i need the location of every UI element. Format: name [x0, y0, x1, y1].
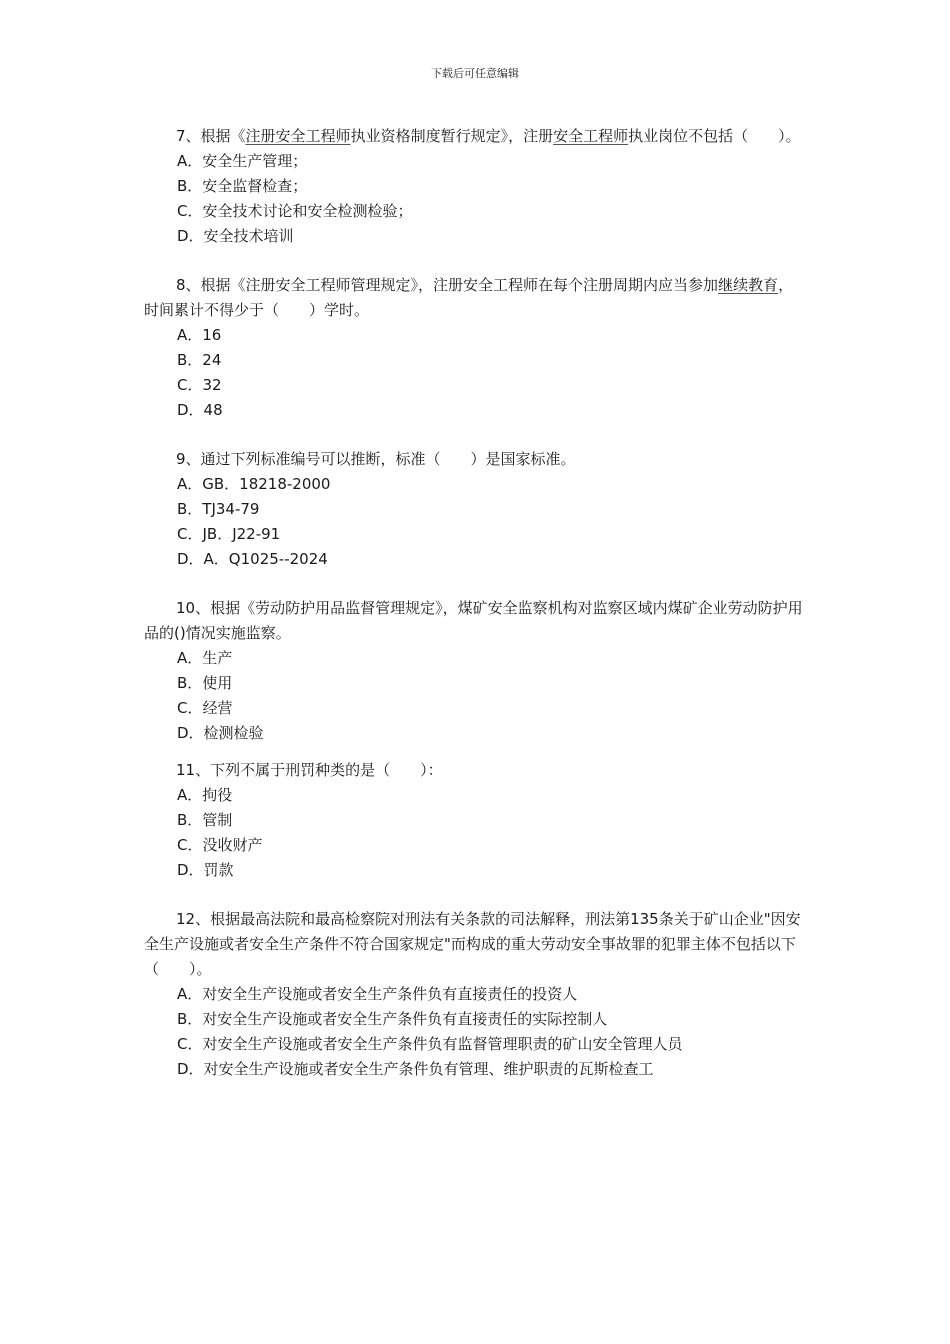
question-block [144, 273, 804, 423]
question-text-segment: 9、通过下列标准编号可以推断，标准（ ）是国家标准。 [176, 450, 576, 468]
question-text-segment: 执业岗位不包括（ ）。 [628, 127, 801, 145]
option-list [144, 149, 804, 249]
answer-option: B．安全监督检查； [177, 177, 308, 195]
question-block [144, 447, 804, 572]
underlined-term: 继续教育 [718, 276, 779, 294]
answer-option: D．检测检验 [177, 724, 264, 742]
answer-option: B．对安全生产设施或者安全生产条件负有直接责任的实际控制人 [177, 1010, 608, 1028]
answer-option: C．经营 [177, 699, 233, 717]
question-text [144, 907, 804, 982]
question-block [144, 124, 804, 249]
answer-option: A．拘役 [177, 786, 233, 804]
option-list [144, 323, 804, 423]
answer-option: A．安全生产管理； [177, 152, 308, 170]
question-block [144, 758, 804, 883]
question-text [144, 758, 804, 783]
question-text [144, 596, 804, 646]
page-header: 下载后可任意编辑 [431, 67, 519, 80]
option-list [144, 783, 804, 883]
answer-option: A．对安全生产设施或者安全生产条件负有直接责任的投资人 [177, 985, 578, 1003]
answer-option: B．使用 [177, 674, 233, 692]
answer-option: A．GB．18218-2000 [177, 475, 331, 493]
answer-option: D．罚款 [177, 861, 234, 879]
question-text [144, 124, 804, 149]
option-list [144, 982, 804, 1082]
question-text [144, 273, 804, 323]
question-list [144, 124, 804, 1082]
question-text-segment: 12、根据最高法院和最高检察院对刑法有关条款的司法解释，刑法第135条关于矿山企业"因安全生产设施或者安全生产条件不符合国家规定"而构成的重大劳动安全事故罪的犯罪主体不包括以下（ ）。 [144, 910, 801, 978]
answer-option: D．安全技术培训 [177, 227, 294, 245]
spacer [144, 572, 804, 596]
question-text-segment: 10、根据《劳动防护用品监督管理规定》，煤矿安全监察机构对监察区域内煤矿企业劳动防护用品的()情况实施监察。 [144, 599, 803, 642]
underlined-term: 注册安全工程师 [245, 127, 351, 145]
answer-option: B．TJ34-79 [177, 500, 260, 518]
answer-option: B．24 [177, 351, 222, 369]
question-block [144, 907, 804, 1082]
answer-option: C．没收财产 [177, 836, 263, 854]
answer-option: D．A．Q1025--2024 [177, 550, 328, 568]
question-text-segment: 11、下列不属于刑罚种类的是（ ）： [176, 761, 443, 779]
spacer [144, 746, 804, 758]
answer-option: D．对安全生产设施或者安全生产条件负有管理、维护职责的瓦斯检查工 [177, 1060, 654, 1078]
spacer [144, 883, 804, 907]
answer-option: A．16 [177, 326, 222, 344]
answer-option: B．管制 [177, 811, 233, 829]
answer-option: C．JB．J22-91 [177, 525, 281, 543]
question-text-segment: 8、根据《注册安全工程师管理规定》，注册安全工程师在每个注册周期内应当参加 [176, 276, 719, 294]
option-list [144, 646, 804, 746]
question-text-segment: ，时间累计不得少于（ ）学时。 [144, 276, 794, 319]
answer-option: C．安全技术讨论和安全检测检验； [177, 202, 413, 220]
answer-option: A．生产 [177, 649, 233, 667]
answer-option: D．48 [177, 401, 223, 419]
question-text [144, 447, 804, 472]
question-text-segment: 执业资格制度暂行规定》，注册 [350, 127, 554, 145]
spacer [144, 249, 804, 273]
question-text-segment: 7、根据《 [176, 127, 246, 145]
spacer [144, 423, 804, 447]
question-block [144, 596, 804, 746]
option-list [144, 472, 804, 572]
answer-option: C．对安全生产设施或者安全生产条件负有监督管理职责的矿山安全管理人员 [177, 1035, 683, 1053]
answer-option: C．32 [177, 376, 222, 394]
underlined-term: 安全工程师 [553, 127, 629, 145]
